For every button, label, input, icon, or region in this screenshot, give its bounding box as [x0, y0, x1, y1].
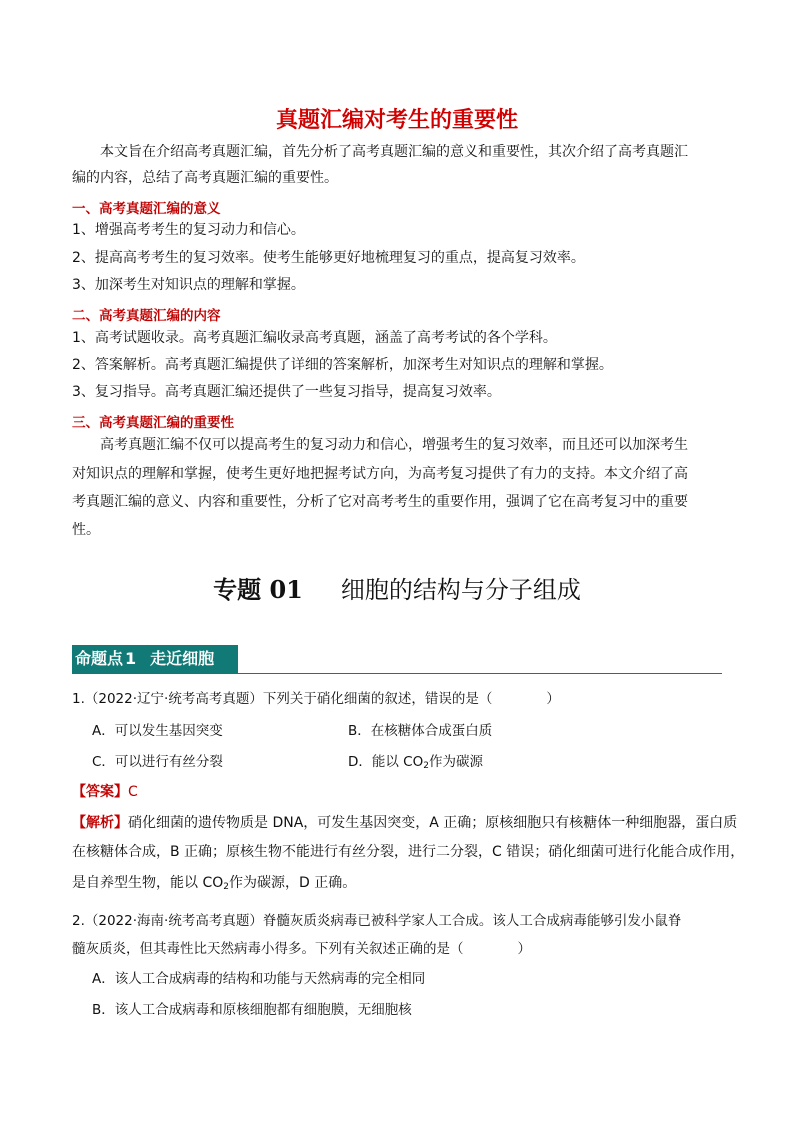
- badge-divider: [72, 673, 722, 674]
- paragraph-line: 对知识点的理解和掌握，使考生更好地把握考试方向，为高考复习提供了有力的支持。本文介绍了高: [72, 466, 688, 482]
- answer-label: 【答案】: [72, 784, 128, 800]
- proposition-badge: [72, 645, 238, 673]
- question-1-option-d: D．能以 $CO_2$作为碳源: [348, 754, 483, 771]
- question-2-stem-line-2: 髓灰质炎，但其毒性比天然病毒小得多。下列有关叙述正确的是（ ）: [72, 941, 531, 957]
- paragraph-line: 性。: [72, 522, 100, 538]
- list-item: 1、增强高考考生的复习动力和信心。: [72, 222, 305, 238]
- question-2-option-a: A．该人工合成病毒的结构和功能与天然病毒的完全相同: [92, 971, 426, 987]
- answer-value: C: [128, 784, 138, 800]
- analysis-label: 【解析】: [72, 815, 128, 831]
- topic-title: [0, 570, 794, 605]
- badge-name: 走近细胞: [150, 649, 215, 668]
- question-1-analysis-line-2: 在核糖体合成，B 正确；原核生物不能进行有丝分裂，进行二分裂，C 错误；硝化细菌可进行化能合成作用，: [72, 844, 745, 860]
- topic-name: 细胞的结构与分子组成: [340, 576, 581, 604]
- paragraph-line: 高考真题汇编不仅可以提高考生的复习动力和信心，增强考生的复习效率，而且还可以加深考生: [100, 437, 688, 453]
- question-2-option-b: B．该人工合成病毒和原核细胞都有细胞膜，无细胞核: [92, 1002, 412, 1018]
- question-1-option-b: B．在核糖体合成蛋白质: [348, 723, 493, 739]
- question-1-analysis-line-3: 是自养型生物，能以 $CO_2$作为碳源，D 正确。: [72, 875, 357, 892]
- list-item: 1、高考试题收录。高考真题汇编收录高考真题，涵盖了高考考试的各个学科。: [72, 330, 557, 346]
- question-1-option-a: A．可以发生基因突变: [92, 723, 223, 739]
- intro-line-2: 编的内容，总结了高考真题汇编的重要性。: [72, 170, 338, 186]
- list-item: 3、加深考生对知识点的理解和掌握。: [72, 277, 305, 293]
- page-title: 真题汇编对考生的重要性: [275, 108, 518, 133]
- question-1-stem: 1.（2022·辽宁·统考高考真题）下列关于硝化细菌的叙述，错误的是（ ）: [72, 691, 560, 707]
- section-heading-meaning: 一、高考真题汇编的意义: [72, 201, 221, 217]
- paragraph-line: 考真题汇编的意义、内容和重要性，分析了它对高考考生的重要作用，强调了它在高考复习中的重要: [72, 494, 688, 510]
- question-2-stem-line-1: 2.（2022·海南·统考高考真题）脊髓灰质炎病毒已被科学家人工合成。该人工合成病毒能够引发小鼠脊: [72, 913, 682, 929]
- section-heading-content: 二、高考真题汇编的内容: [72, 308, 221, 324]
- question-1-answer: [72, 781, 138, 801]
- question-1-analysis-line-1: 【解析】硝化细菌的遗传物质是 DNA，可发生基因突变，A 正确；原核细胞只有核糖体一种细胞器，蛋白质: [72, 815, 738, 831]
- badge-label: 命题点: [75, 649, 124, 668]
- section-heading-importance: 三、高考真题汇编的重要性: [72, 415, 234, 431]
- question-1-option-c: C．可以进行有丝分裂: [92, 754, 223, 770]
- badge-number: 1: [125, 649, 137, 668]
- list-item: 2、答案解析。高考真题汇编提供了详细的答案解析，加深考生对知识点的理解和掌握。: [72, 357, 613, 373]
- topic-number: 专题 01: [213, 575, 303, 604]
- list-item: 2、提高高考考生的复习效率。使考生能够更好地梳理复习的重点，提高复习效率。: [72, 250, 585, 266]
- list-item: 3、复习指导。高考真题汇编还提供了一些复习指导，提高复习效率。: [72, 384, 501, 400]
- intro-line-1: 本文旨在介绍高考真题汇编，首先分析了高考真题汇编的意义和重要性，其次介绍了高考真题汇: [100, 144, 688, 160]
